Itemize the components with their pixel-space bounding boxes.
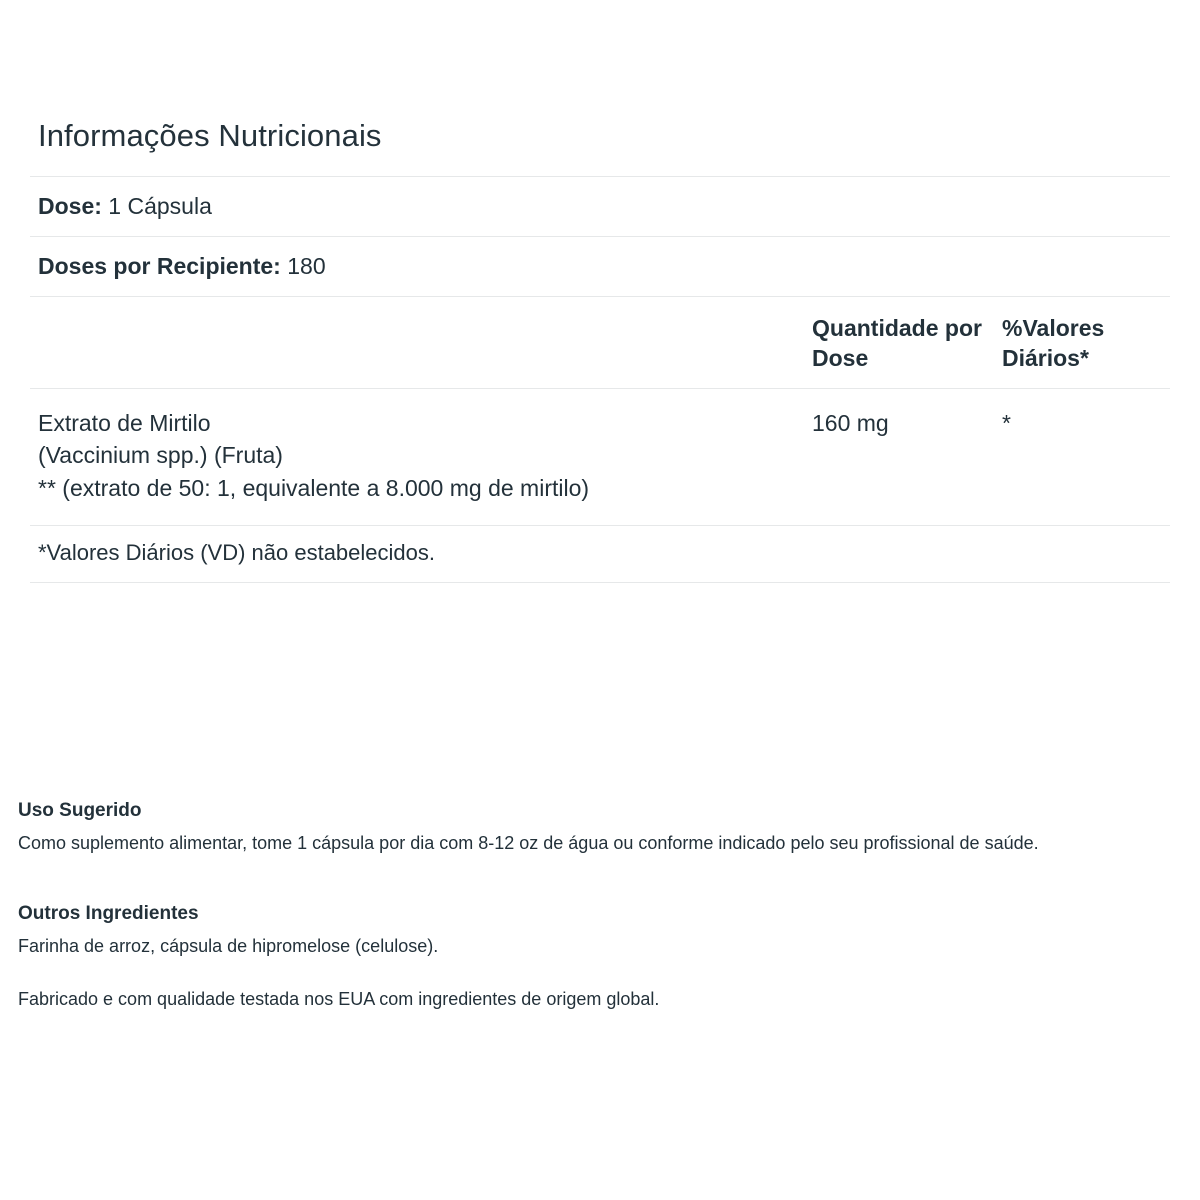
ingredient-amount: 160 mg (812, 409, 889, 436)
servings-per-container-label: Doses por Recipiente: (38, 253, 281, 280)
suggested-use-body: Como suplemento alimentar, tome 1 cápsula por dia com 8-12 oz de água ou conforme indicado pelo seu profissional de saúde. (18, 833, 1039, 853)
page-title: Informações Nutricionais (38, 118, 382, 153)
ingredient-name-line-1: Extrato de Mirtilo (38, 409, 211, 436)
ingredient-name-line-3: ** (extrato de 50: 1, equivalente a 8.000 mg de mirtilo) (38, 475, 590, 502)
ingredient-daily-value: * (1002, 409, 1011, 436)
additional-info-sections (18, 800, 1188, 1013)
nutrition-facts-panel (30, 118, 1170, 583)
serving-size-label: Dose: (38, 193, 102, 219)
divider (30, 582, 1170, 583)
table-row (30, 389, 1170, 525)
manufacturing-note: Fabricado e com qualidade testada nos EUA com ingredientes de origem global. (18, 989, 660, 1009)
column-header-daily-value: %Valores Diários* (1002, 315, 1105, 372)
other-ingredients-heading: Outros Ingredientes (18, 903, 199, 924)
servings-per-container-row (30, 237, 1170, 296)
ingredient-name (38, 407, 812, 505)
serving-size-row (30, 177, 1170, 236)
column-header-amount-per-serving: Quantidade por Dose (812, 315, 982, 372)
serving-size-value: 1 Cápsula (108, 193, 212, 219)
servings-per-container-value: 180 (287, 253, 326, 280)
other-ingredients-body: Farinha de arroz, cápsula de hipromelose (celulose). (18, 936, 439, 956)
section-gap (18, 857, 1188, 903)
section-gap (18, 960, 1188, 986)
daily-value-footnote: *Valores Diários (VD) não estabelecidos. (38, 539, 435, 565)
suggested-use-heading: Uso Sugerido (18, 800, 142, 821)
table-header-row (30, 297, 1170, 388)
ingredient-name-line-2: (Vaccinium spp.) (Fruta) (38, 442, 283, 469)
